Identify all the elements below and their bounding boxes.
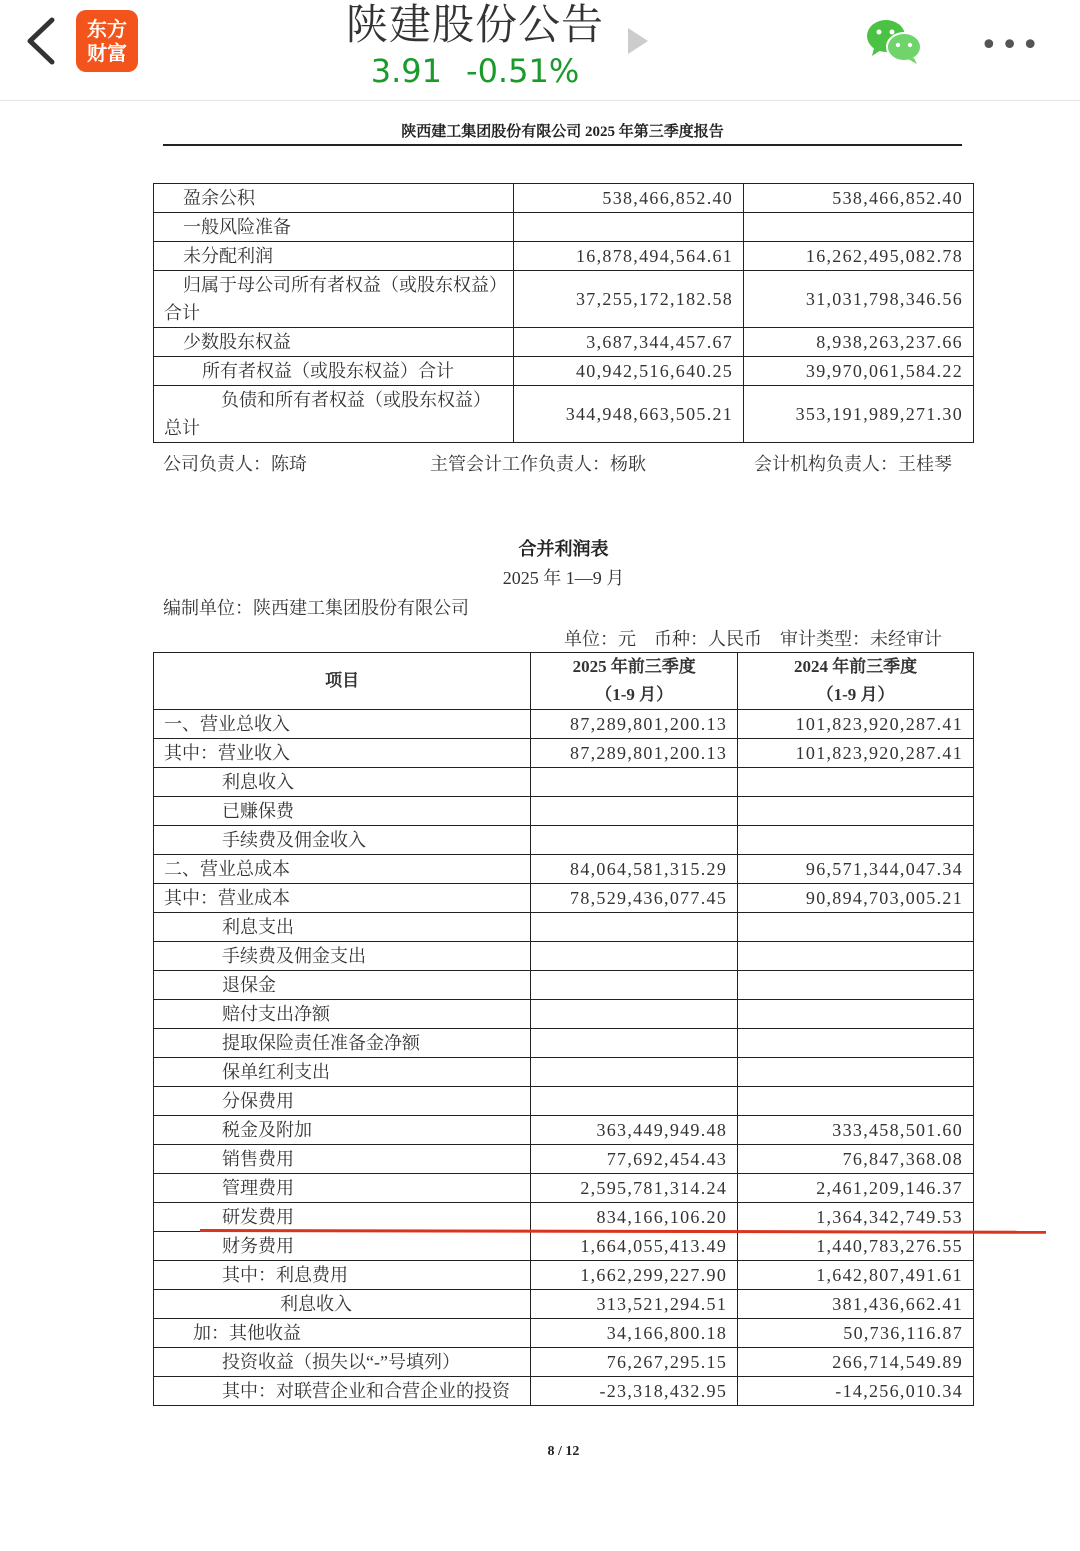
value-prior: 76,847,368.08 [738,1145,974,1174]
value-current: 34,166,800.18 [531,1319,738,1348]
value-prior: 333,458,501.60 [738,1116,974,1145]
logo-text-line2: 财富 [87,41,127,65]
value-current: 538,466,852.40 [514,184,744,213]
row-label: 所有者权益（或股东权益）合计 [154,357,514,386]
value-prior: 16,262,495,082.78 [744,242,974,271]
value-current: 363,449,949.48 [531,1116,738,1145]
expand-arrow-icon[interactable] [628,28,648,54]
value-prior [738,1058,974,1087]
value-prior [738,768,974,797]
table-row [154,1290,974,1319]
value-current: 87,289,801,200.13 [531,710,738,739]
row-label: 销售费用 [154,1145,531,1174]
row-label: 利息支出 [154,913,531,942]
table-row [154,971,974,1000]
value-prior: 1,642,807,491.61 [738,1261,974,1290]
col-header-2025 [531,653,738,710]
value-prior: 353,191,989,271.30 [744,386,974,443]
value-prior [738,1000,974,1029]
table-row [154,1261,974,1290]
page-title: 陕建股份公告 [345,0,604,49]
table-row [154,1000,974,1029]
value-prior: -14,256,010.34 [738,1377,974,1406]
value-current: -23,318,432.95 [531,1377,738,1406]
value-current [531,942,738,971]
row-label: 投资收益（损失以“-”号填列） [154,1348,531,1377]
row-label: 其中：营业收入 [154,739,531,768]
row-label: 赔付支出净额 [154,1000,531,1029]
value-prior: 1,440,783,276.55 [738,1232,974,1261]
row-label: 研发费用 [154,1203,531,1232]
logo-text-line1: 东方 [87,17,127,41]
col-header-2024-line2: （1-9 月） [816,685,895,704]
row-label: 税金及附加 [154,1116,531,1145]
value-prior [738,797,974,826]
row-label: 利息收入 [154,1290,531,1319]
unit-line: 单位：元 币种：人民币 审计类型：未经审计 [564,629,942,649]
value-current [531,1000,738,1029]
value-prior: 266,714,549.89 [738,1348,974,1377]
table-row [154,1232,974,1261]
table-row [154,913,974,942]
row-label: 管理费用 [154,1174,531,1203]
table-row [154,797,974,826]
value-prior [738,826,974,855]
signature-accounting: 主管会计工作负责人：杨耿 [430,454,646,474]
table-row [154,855,974,884]
value-prior: 101,823,920,287.41 [738,739,974,768]
income-statement-table [153,652,974,1406]
income-period: 2025 年 1—9 月 [502,568,625,588]
row-label: 其中：利息费用 [154,1261,531,1290]
table-row [154,1203,974,1232]
stock-quote [330,52,620,90]
value-current: 78,529,436,077.45 [531,884,738,913]
value-current: 3,687,344,457.67 [514,328,744,357]
row-label: 其中：对联营企业和合营企业的投资 [154,1377,531,1406]
table-row [154,1058,974,1087]
preparer: 编制单位：陕西建工集团股份有限公司 [163,598,469,618]
value-current [531,826,738,855]
stock-change: -0.51% [466,52,580,90]
table-row [154,1319,974,1348]
table-row [154,242,974,271]
row-label: 加：其他收益 [154,1319,531,1348]
value-current: 834,166,106.20 [531,1203,738,1232]
col-header-2025-line1: 2025 年前三季度 [572,657,696,676]
header-rule [163,144,962,146]
table-row [154,1116,974,1145]
value-current: 16,878,494,564.61 [514,242,744,271]
row-label: 提取保险责任准备金净额 [154,1029,531,1058]
value-prior: 96,571,344,047.34 [738,855,974,884]
signature-company: 公司负责人：陈琦 [163,454,307,474]
row-label: 已赚保费 [154,797,531,826]
value-prior: 2,461,209,146.37 [738,1174,974,1203]
value-current [531,1029,738,1058]
value-current: 40,942,516,640.25 [514,357,744,386]
running-head: 陕西建工集团股份有限公司 2025 年第三季度报告 [401,124,724,140]
table-row [154,739,974,768]
row-label: 归属于母公司所有者权益（或股东权益）合计 [154,271,514,328]
value-prior [738,971,974,1000]
value-current [531,797,738,826]
row-label: 利息收入 [154,768,531,797]
value-current: 1,662,299,227.90 [531,1261,738,1290]
balance-sheet-table [153,183,974,443]
table-row [154,826,974,855]
table-row [154,213,974,242]
row-label: 一般风险准备 [154,213,514,242]
row-label: 手续费及佣金收入 [154,826,531,855]
value-prior [738,942,974,971]
table-row [154,1029,974,1058]
row-label: 退保金 [154,971,531,1000]
table-row [154,942,974,971]
table-row [154,1087,974,1116]
page-number: 8 / 12 [547,1444,580,1459]
value-current: 87,289,801,200.13 [531,739,738,768]
row-label: 一、营业总收入 [154,710,531,739]
value-current: 2,595,781,314.24 [531,1174,738,1203]
row-label: 盈余公积 [154,184,514,213]
value-current [531,768,738,797]
col-header-2025-line2: （1-9 月） [595,685,674,704]
table-row [154,1377,974,1406]
table-header-row [154,653,974,710]
value-prior: 8,938,263,237.66 [744,328,974,357]
value-prior [744,213,974,242]
value-current: 77,692,454.43 [531,1145,738,1174]
table-row [154,184,974,213]
app-logo[interactable] [76,10,138,72]
value-prior: 31,031,798,346.56 [744,271,974,328]
more-options-icon[interactable]: ••• [980,28,1043,63]
table-row [154,768,974,797]
value-prior: 381,436,662.41 [738,1290,974,1319]
row-label: 负债和所有者权益（或股东权益）总计 [154,386,514,443]
value-current [531,1087,738,1116]
value-current: 76,267,295.15 [531,1348,738,1377]
row-label: 少数股东权益 [154,328,514,357]
value-prior: 101,823,920,287.41 [738,710,974,739]
value-current: 344,948,663,505.21 [514,386,744,443]
row-label: 分保费用 [154,1087,531,1116]
table-row [154,884,974,913]
signature-agency: 会计机构负责人：王桂琴 [754,454,952,474]
row-label: 二、营业总成本 [154,855,531,884]
value-current: 37,255,172,182.58 [514,271,744,328]
value-current [531,971,738,1000]
value-current [531,1058,738,1087]
row-label: 保单红利支出 [154,1058,531,1087]
table-row [154,357,974,386]
table-row [154,271,974,328]
value-current [514,213,744,242]
col-header-item: 项目 [154,653,531,710]
table-row [154,386,974,443]
col-header-2024-line1: 2024 年前三季度 [793,657,918,676]
value-current: 1,664,055,413.49 [531,1232,738,1261]
table-row [154,710,974,739]
value-current: 84,064,581,315.29 [531,855,738,884]
value-prior [738,913,974,942]
wechat-share-icon[interactable] [864,16,924,66]
table-row [154,328,974,357]
value-current: 313,521,294.51 [531,1290,738,1319]
row-label: 手续费及佣金支出 [154,942,531,971]
value-prior: 1,364,342,749.53 [738,1203,974,1232]
app-header [0,0,1080,101]
value-prior [738,1029,974,1058]
value-prior: 90,894,703,005.21 [738,884,974,913]
stock-price: 3.91 [370,52,443,90]
value-prior: 538,466,852.40 [744,184,974,213]
value-prior [738,1087,974,1116]
income-title: 合并利润表 [518,539,609,559]
row-label: 其中：营业成本 [154,884,531,913]
value-prior: 50,736,116.87 [738,1319,974,1348]
col-header-2024 [738,653,974,710]
table-row [154,1348,974,1377]
value-prior: 39,970,061,584.22 [744,357,974,386]
back-arrow-icon[interactable] [22,16,62,66]
value-current [531,913,738,942]
table-row [154,1174,974,1203]
row-label: 未分配利润 [154,242,514,271]
table-row [154,1145,974,1174]
row-label: 财务费用 [154,1232,531,1261]
